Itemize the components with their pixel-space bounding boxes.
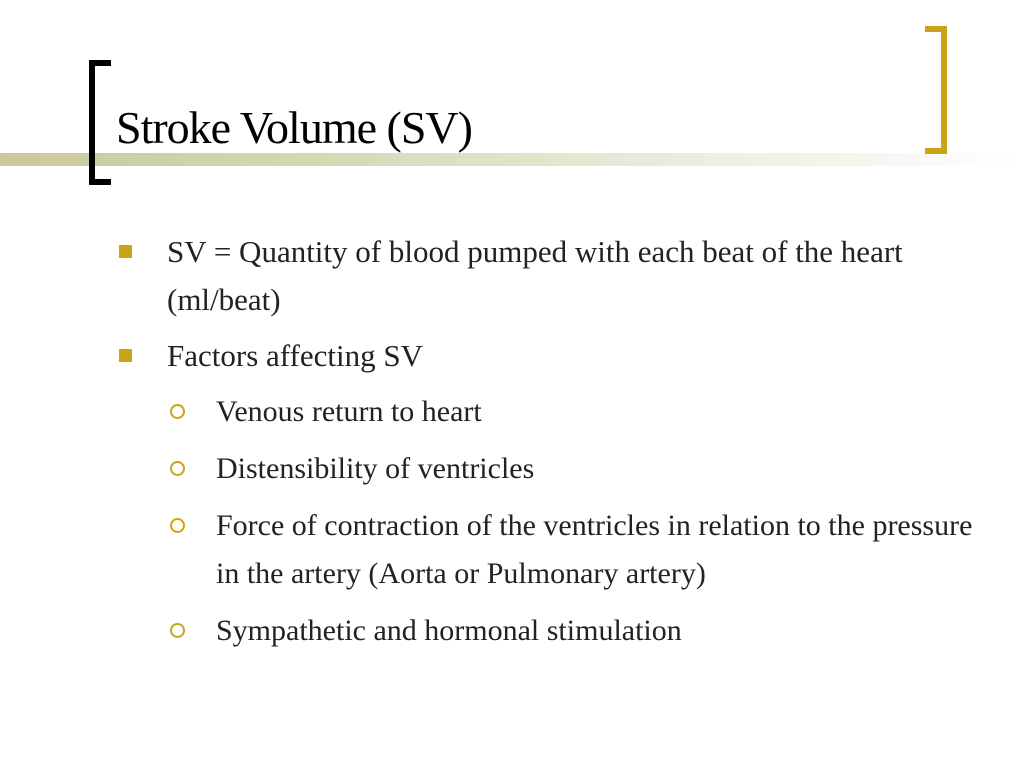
sub-list-item (216, 388, 976, 436)
list-item (167, 332, 967, 380)
list-item (167, 228, 967, 324)
bullet-list (0, 228, 1024, 664)
sub-list-item (216, 445, 976, 493)
list-item-text: Factors affecting SV (167, 338, 423, 373)
list-item-text: Force of contraction of the ventricles in relation to the pressure in the artery (Aorta or Pulmonary artery) (216, 509, 973, 590)
square-bullet-icon (119, 349, 132, 362)
list-item-text: SV = Quantity of blood pumped with each beat of the heart (ml/beat) (167, 234, 903, 317)
list-item-text: Sympathetic and hormonal stimulation (216, 614, 682, 647)
list-item-text: Venous return to heart (216, 395, 482, 428)
sub-list-item (216, 607, 976, 655)
ring-bullet-icon (170, 623, 185, 638)
right-bracket-decoration (925, 26, 947, 154)
square-bullet-icon (119, 245, 132, 258)
sub-list-item (216, 502, 976, 598)
list-item-text: Distensibility of ventricles (216, 452, 535, 485)
ring-bullet-icon (170, 404, 185, 419)
ring-bullet-icon (170, 461, 185, 476)
ring-bullet-icon (170, 518, 185, 533)
slide-title: Stroke Volume (SV) (116, 102, 472, 153)
left-bracket-decoration (89, 60, 111, 185)
